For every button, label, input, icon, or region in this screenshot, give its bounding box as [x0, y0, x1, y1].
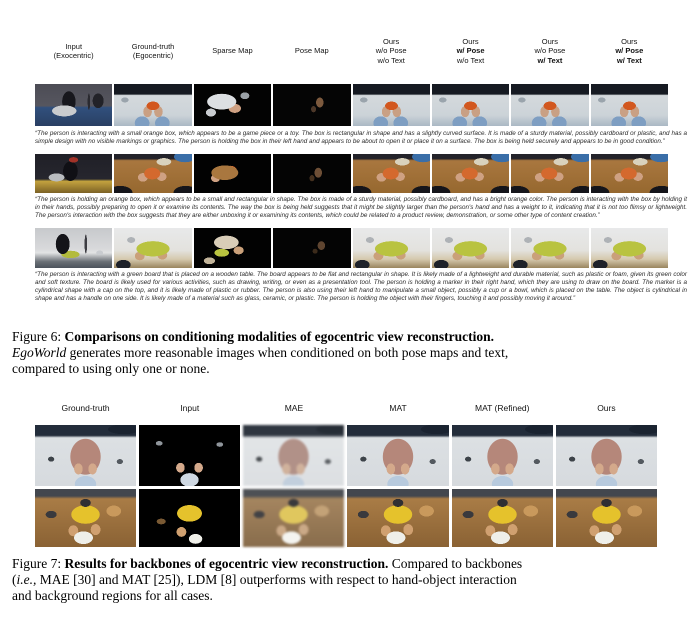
fig6-header-input-exocentric: [35, 22, 112, 80]
fig6-row1-thumb-ours-wo-pose-wo-text: [353, 84, 430, 126]
fig6-header-pose-map: [273, 22, 350, 80]
fig6-row3-thumb-sparse-map: [194, 228, 271, 268]
fig6-header-line: w/o Pose: [534, 46, 566, 56]
fig6-image-row-3: [35, 228, 668, 268]
fig6-row1-thumb-sparse-map: [194, 84, 271, 126]
fig7-row2-thumb-input: [139, 489, 240, 547]
fig6-header-ours-wo-pose-w-text: [511, 22, 588, 80]
fig6-row3-thumb-pose-map: [273, 228, 350, 268]
fig6-row2-thumb-ours-w-pose-wo-text: [432, 154, 509, 193]
fig6-row1-thumb-ours-w-pose-w-text: [591, 84, 668, 126]
fig6-header-line: Ours: [541, 36, 559, 46]
fig7-header-mae: MAE: [284, 403, 304, 413]
caption-part: Comparisons on conditioning modalities of egocentric view reconstruction.: [64, 329, 494, 344]
fig7-row2-thumb-ground-truth: [35, 489, 136, 547]
fig7-row2-thumb-mat-refined: [452, 489, 553, 547]
caption-part: generates more reasonable images when conditioned on both pose maps and text, compared to using only one or none.: [12, 344, 509, 376]
fig6-image-row-2: [35, 154, 668, 193]
fig6-row1-thumb-pose-map: [273, 84, 350, 126]
fig6-header-line: w/ Pose: [456, 46, 485, 56]
fig6-row3-thumb-ours-w-pose-wo-text: [432, 228, 509, 268]
fig7-row1-thumb-mae: [243, 425, 344, 486]
fig7-column-headers: [35, 400, 657, 416]
fig6-row2-thumb-input-exocentric: [35, 154, 112, 193]
caption-part: i.e.,: [16, 571, 37, 587]
fig6-row1-thumb-ground-truth-egocentric: [114, 84, 191, 126]
fig7-row1-thumb-mat-refined: [452, 425, 553, 486]
fig7-row2-thumb-mae: [243, 489, 344, 547]
fig6-header-sparse-map: [194, 22, 271, 80]
fig7-row2-thumb-ours: [556, 489, 657, 547]
fig6-row1-text-condition: “The person is interacting with a small orange box, which appears to be a game piece or a toy. The box is rectangular in shape and has a slightly curved surface. It is made of a sturdy material, possibly cardboard or plastic, and has a simple design with no visible markings or graphics. The person is holding the box in their left hand and appears to be about to open it or place it on a surface. The box is being held securely and appears to be in good condition.”: [35, 130, 687, 146]
fig6-header-line: Ground-truth: [131, 41, 175, 51]
fig7-image-row-2: [35, 489, 657, 547]
fig6-header-ours-w-pose-wo-text: [432, 22, 509, 80]
fig6-header-line: Sparse Map: [212, 46, 253, 56]
fig6-header-line: Ours: [621, 36, 638, 46]
fig7-caption: [12, 556, 536, 603]
fig6-header-line: Ours: [383, 36, 400, 46]
fig7-row1-thumb-ours: [556, 425, 657, 486]
fig7-header-mat-refined: MAT (Refined): [475, 403, 530, 413]
fig6-header-line: w/o Text: [456, 55, 485, 65]
fig6-row2-thumb-ours-wo-pose-wo-text: [353, 154, 430, 193]
fig7-row1-thumb-mat: [347, 425, 448, 486]
caption-part: Results for backbones of egocentric view reconstruction.: [64, 556, 389, 571]
fig6-header-line: Input: [65, 41, 83, 51]
fig6-row1-thumb-ours-w-pose-wo-text: [432, 84, 509, 126]
fig6-row3-thumb-ground-truth-egocentric: [114, 228, 191, 268]
fig6-row2-thumb-sparse-map: [194, 154, 271, 193]
fig6-row3-thumb-ours-w-pose-w-text: [591, 228, 668, 268]
fig6-header-line: w/o Pose: [375, 46, 407, 56]
fig7-header-ground-truth: Ground-truth: [61, 403, 110, 413]
fig7-header-mat: MAT: [389, 403, 407, 413]
fig6-row3-thumb-ours-wo-pose-wo-text: [353, 228, 430, 268]
fig6-header-line: w/ Pose: [615, 46, 644, 56]
fig7-image-row-1: [35, 425, 657, 486]
fig6-header-line: (Exocentric): [53, 51, 94, 60]
caption-part: Figure 6:: [12, 329, 65, 344]
fig6-header-line: w/ Text: [537, 55, 563, 65]
fig6-header-ours-w-pose-w-text: [591, 22, 668, 80]
fig6-header-line: w/ Text: [616, 55, 642, 65]
fig7-row2-thumb-mat: [347, 489, 448, 547]
fig6-header-ours-wo-pose-wo-text: [353, 22, 430, 80]
caption-part: EgoWorld: [12, 344, 67, 360]
fig6-row1-thumb-ours-wo-pose-w-text: [511, 84, 588, 126]
fig6-header-line: Pose Map: [294, 46, 329, 56]
fig6-header-line: (Egocentric): [132, 51, 174, 60]
caption-part: Figure 7:: [12, 556, 65, 571]
caption-part: Compared to backbones (: [12, 556, 523, 587]
fig7-row1-thumb-ground-truth: [35, 425, 136, 486]
fig7-header-ours: Ours: [597, 403, 616, 413]
fig6-row1-thumb-input-exocentric: [35, 84, 112, 126]
fig6-caption: [12, 329, 536, 376]
fig6-header-ground-truth-egocentric: [114, 22, 191, 80]
fig6-row2-text-condition: “The person is holding an orange box, which appears to be a small and rectangular in shape. The box is made of a sturdy material, possibly cardboard, and has a bright orange color. The person is interacting with the box by holding it in their hands, possibly preparing to open it or examine its contents. The way the box is being held suggests that it might be slightly larger than the person's hand and has a weight to it, indicating that it is not too flimsy or lightweight. The person's interaction with the box suggests that they are either unboxing it or examining its contents, which could be related to a product review, demonstration, or some other type of content creation.”: [35, 196, 687, 220]
fig6-row3-text-condition: “The person is interacting with a green board that is placed on a wooden table. The board appears to be flat and rectangular in shape. It is likely made of a lightweight and durable material, such as plastic or foam, given its green color and soft texture. The board is likely used for various activities, such as drawing, writing, or even as a presentation tool. The person is holding a marker in their right hand, which they are using to draw on the board. The marker is a cylindrical shape with a cap on the top, and it is likely made of plastic or rubber. The person is also using their left hand to manipulate a small object, possibly a cup or a bowl, which is placed on the table. The object is cylindrical in shape and has a handle on one side. It is likely made of a material such as glass, ceramic, or plastic. The person is holding the object with their fingers, touching it and possibly moving it around.”: [35, 271, 687, 303]
fig6-row2-thumb-pose-map: [273, 154, 350, 193]
fig6-row3-thumb-input-exocentric: [35, 228, 112, 268]
fig6-row2-thumb-ground-truth-egocentric: [114, 154, 191, 193]
fig6-header-line: w/o Text: [377, 55, 405, 65]
fig6-row3-thumb-ours-wo-pose-w-text: [511, 228, 588, 268]
fig6-header-line: Ours: [462, 36, 479, 46]
caption-part: MAE [30] and MAT [25]), LDM [8] outperforms with respect to hand-object interaction and background regions for all cases.: [12, 571, 517, 603]
fig6-row2-thumb-ours-w-pose-w-text: [591, 154, 668, 193]
fig6-image-row-1: [35, 84, 668, 126]
fig7-row1-thumb-input: [139, 425, 240, 486]
fig6-row2-thumb-ours-wo-pose-w-text: [511, 154, 588, 193]
fig7-header-input: Input: [180, 403, 200, 413]
fig6-column-headers: [35, 22, 668, 80]
